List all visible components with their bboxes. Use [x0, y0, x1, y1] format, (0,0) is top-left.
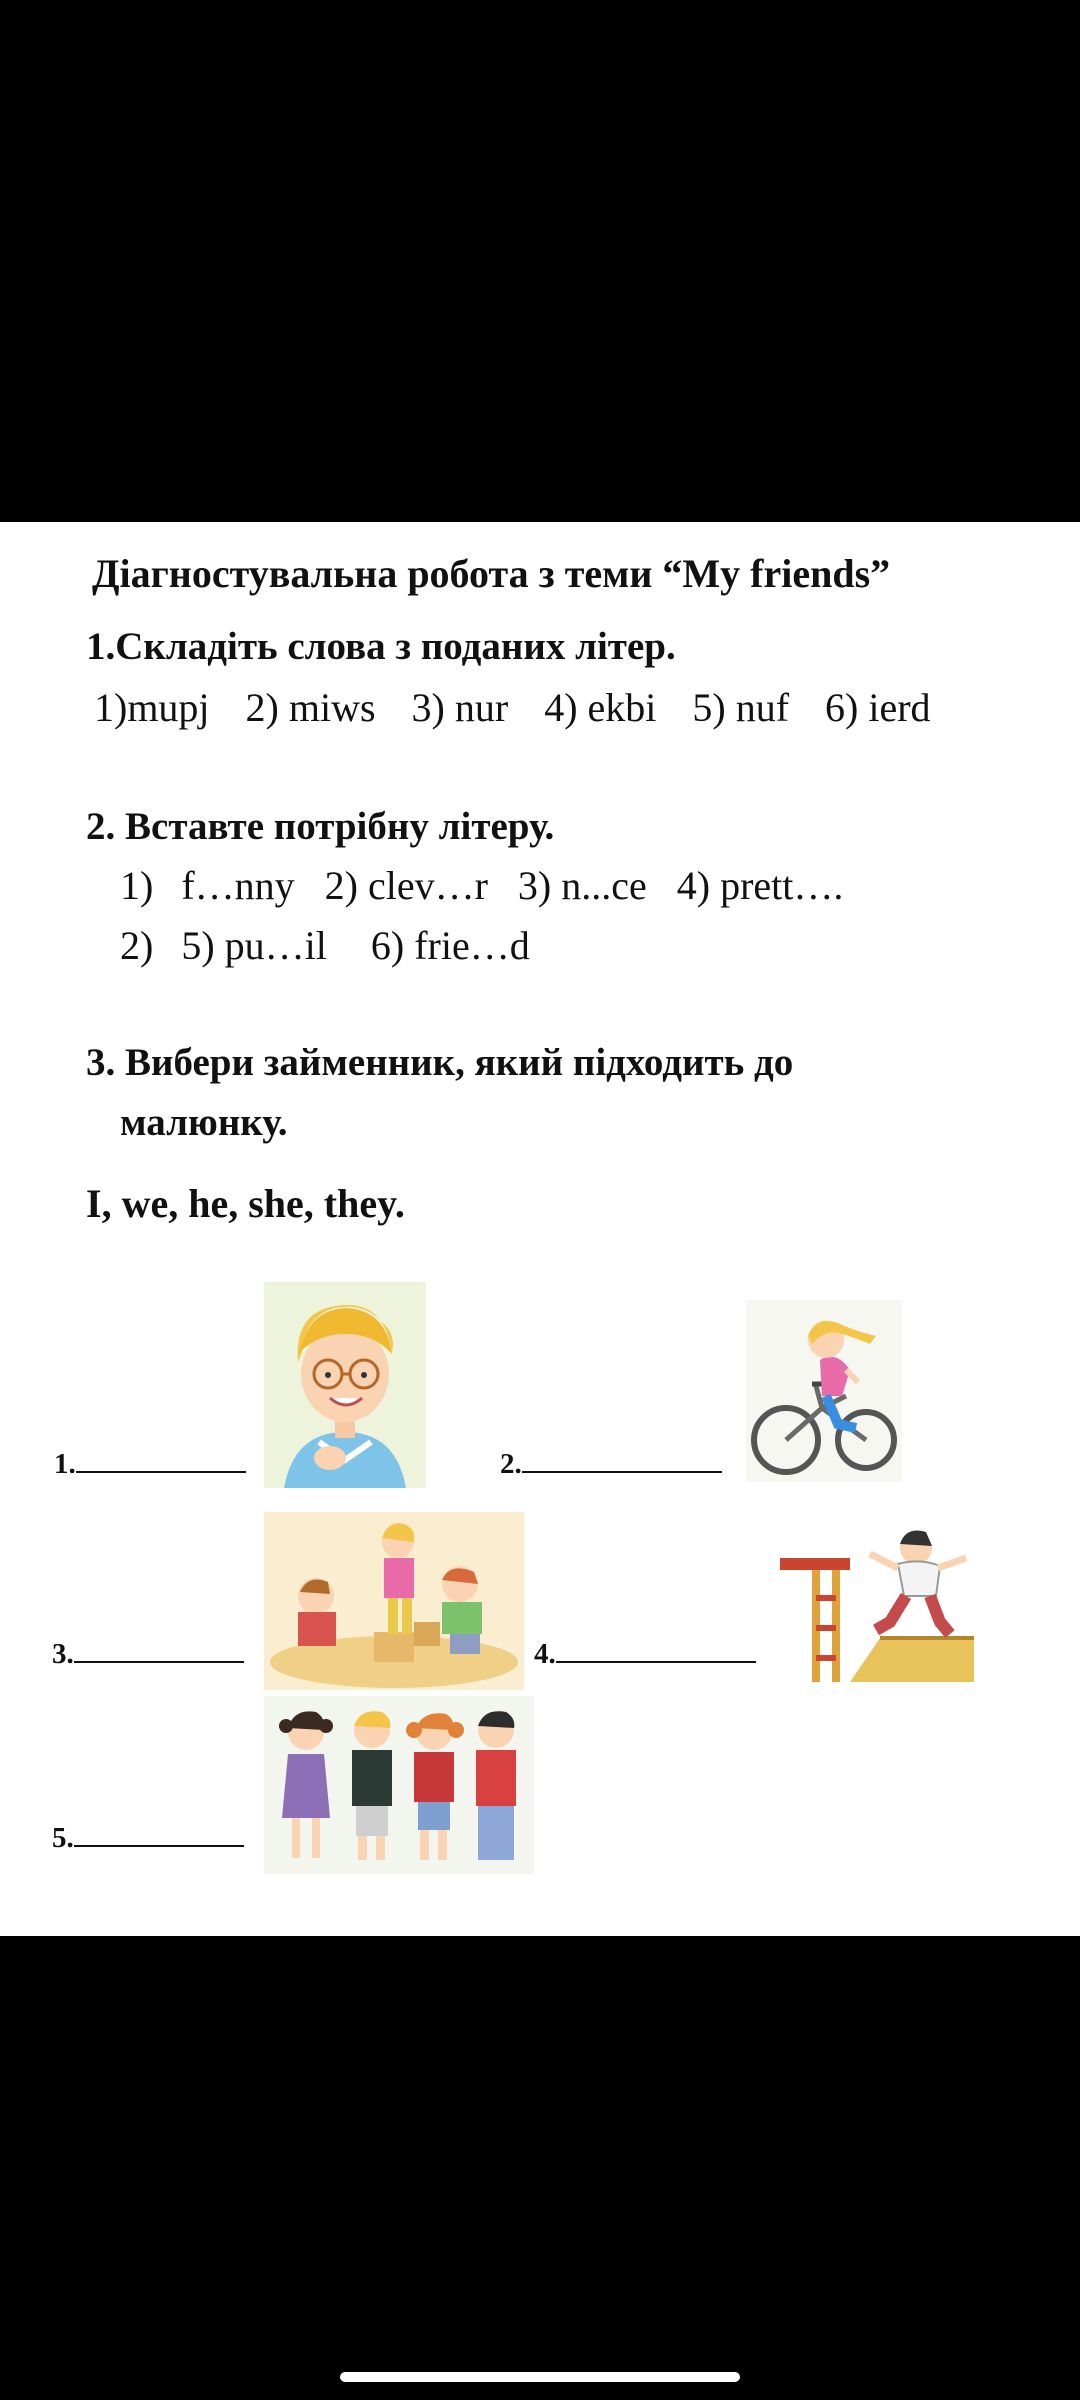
gap-word: 6) frie…d — [370, 923, 530, 968]
word-item: 2) miws — [245, 685, 376, 730]
answer-line-4[interactable]: 4. — [534, 1638, 756, 1671]
task2-line1: 1) f…nny 2) clev…r 3) n...ce 4) prett…. — [120, 863, 844, 908]
pronoun-options: I, we, he, she, they. — [86, 1181, 405, 1226]
gap-word: f…nny — [181, 863, 295, 908]
gap-word: 3) n...ce — [517, 863, 647, 908]
girl-riding-bicycle-image — [746, 1300, 902, 1482]
gap-word: 5) pu…il — [181, 923, 327, 968]
children-playing-in-sandbox-image — [264, 1512, 524, 1690]
boy-jumping-over-vault-image — [780, 1518, 974, 1682]
word-item: 4) ekbi — [544, 685, 657, 730]
smiling-boy-with-glasses-image — [264, 1282, 426, 1488]
word-item: 1)mupj — [94, 685, 210, 730]
task3-heading-line2: малюнку. — [120, 1101, 288, 1144]
answer-line-5[interactable]: 5. — [52, 1822, 244, 1855]
gap-word: 2) clev…r — [324, 863, 488, 908]
gap-word: 4) prett…. — [676, 863, 844, 908]
answer-line-1[interactable]: 1. — [54, 1448, 246, 1481]
answer-line-3[interactable]: 3. — [52, 1638, 244, 1671]
group-of-four-children-image — [264, 1696, 534, 1874]
task2-heading: 2. Вставте потрібну літеру. — [86, 805, 555, 848]
task3-heading-line1: 3. Вибери займенник, який підходить до — [86, 1041, 794, 1084]
worksheet — [0, 522, 1080, 1936]
answer-line-2[interactable]: 2. — [500, 1448, 722, 1481]
word-item: 3) nur — [411, 685, 509, 730]
word-item: 6) ierd — [825, 685, 931, 730]
task1-words — [94, 684, 931, 731]
word-item: 5) nuf — [692, 685, 790, 730]
task1-heading: 1.Складіть слова з поданих літер. — [86, 625, 676, 668]
task2-line2: 2) 5) pu…il 6) frie…d — [120, 923, 530, 968]
home-indicator[interactable] — [340, 2372, 740, 2382]
page-title: Діагностувальна робота з теми “My friends” — [92, 551, 891, 596]
